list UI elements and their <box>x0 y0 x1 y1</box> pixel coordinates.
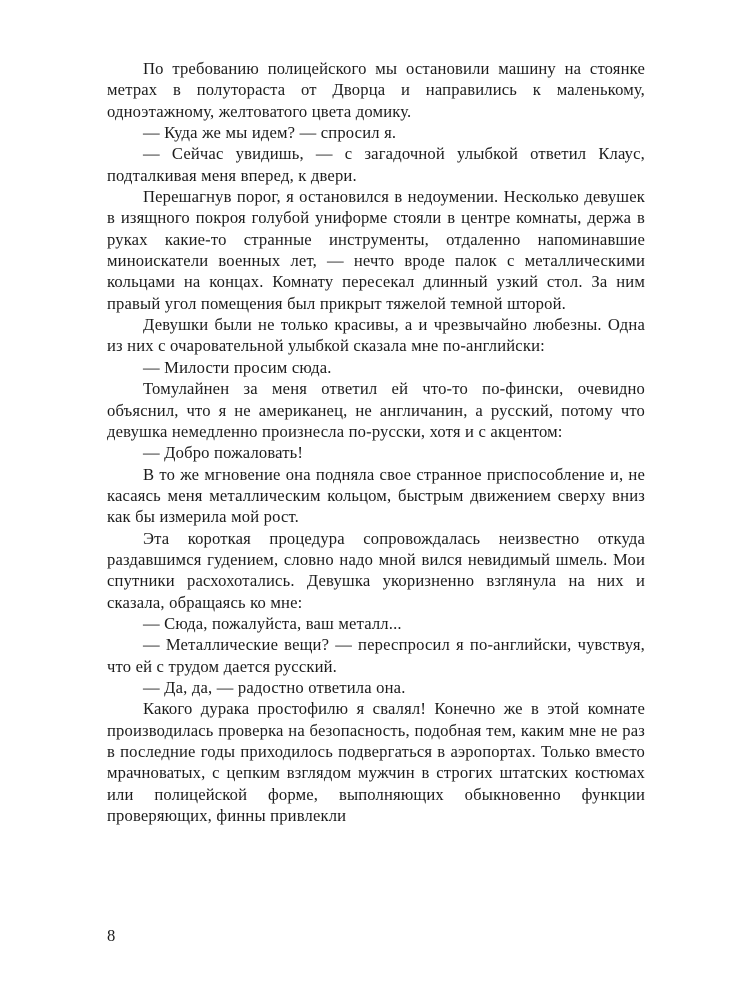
paragraph-dialogue: — Милости просим сюда. <box>143 357 332 377</box>
page-number: 8 <box>107 926 116 945</box>
paragraph-dialogue: — Куда же мы идем? — спросил я. <box>143 123 397 143</box>
paragraph: Эта короткая процедура сопровождалась неизвестно откуда раздавшимся гудением, словно надо мной вился невидимый шмель. Мои спутники расхохотались. Девушка укоризненно взглянула на них и сказала, обращаясь ко мне: <box>107 528 645 612</box>
paragraph-dialogue: — Да, да, — радостно ответила она. <box>143 677 406 697</box>
paragraph-dialogue: — Сюда, пожалуйста, ваш металл... <box>143 613 402 633</box>
paragraph-dialogue: — Добро пожаловать! <box>143 443 304 463</box>
paragraph: В то же мгновение она подняла свое странное приспособление и, не касаясь меня металлическим кольцом, быстрым движением сверху вниз как бы измерила мой рост. <box>107 464 645 527</box>
paragraph-dialogue: — Сейчас увидишь, — с загадочной улыбкой ответил Клаус, подталкивая меня вперед, к двери. <box>107 144 645 185</box>
paragraph: Томулайнен за меня ответил ей что-то по-фински, очевидно объяснил, что я не американец, не англичанин, а русский, потому что девушка немедленно произнесла по-русски, хотя и с акцентом: <box>107 379 645 441</box>
paragraph-dialogue: — Металлические вещи? — переспросил я по-английски, чувствуя, что ей с трудом дается русский. <box>107 635 645 676</box>
paragraph: Какого дурака простофилю я свалял! Конечно же в этой комнате производилась проверка на безопасность, подобная тем, каким мне не раз в последние годы приходилось подвергаться в аэропортах. Только вместо мрачноватых, с цепким взглядом мужчин в строгих штатских костюмах или полицейской форме, выполняющих обыкновенно функции проверяющих, финны привлекли <box>107 699 645 826</box>
paragraph: Перешагнув порог, я остановился в недоумении. Несколько девушек в изящного покроя голубой униформе стояли в центре комнаты, держа в руках какие-то странные инструменты, отдаленно напоминавшие миноискатели военных лет, — нечто вроде палок с металлическими кольцами на концах. Комнату пересекал длинный узкий стол. За ним правый угол помещения был прикрыт тяжелой темной шторой. <box>107 187 645 313</box>
paragraph: По требованию полицейского мы остановили машину на стоянке метрах в полутораста от Дворца и направились к маленькому, одноэтажному, желтоватого цвета домику. <box>107 59 645 121</box>
paragraph: Девушки были не только красивы, а и чрезвычайно любезны. Одна из них с очаровательной улыбкой сказала мне по-английски: <box>107 315 645 356</box>
page-text-block <box>107 58 645 826</box>
